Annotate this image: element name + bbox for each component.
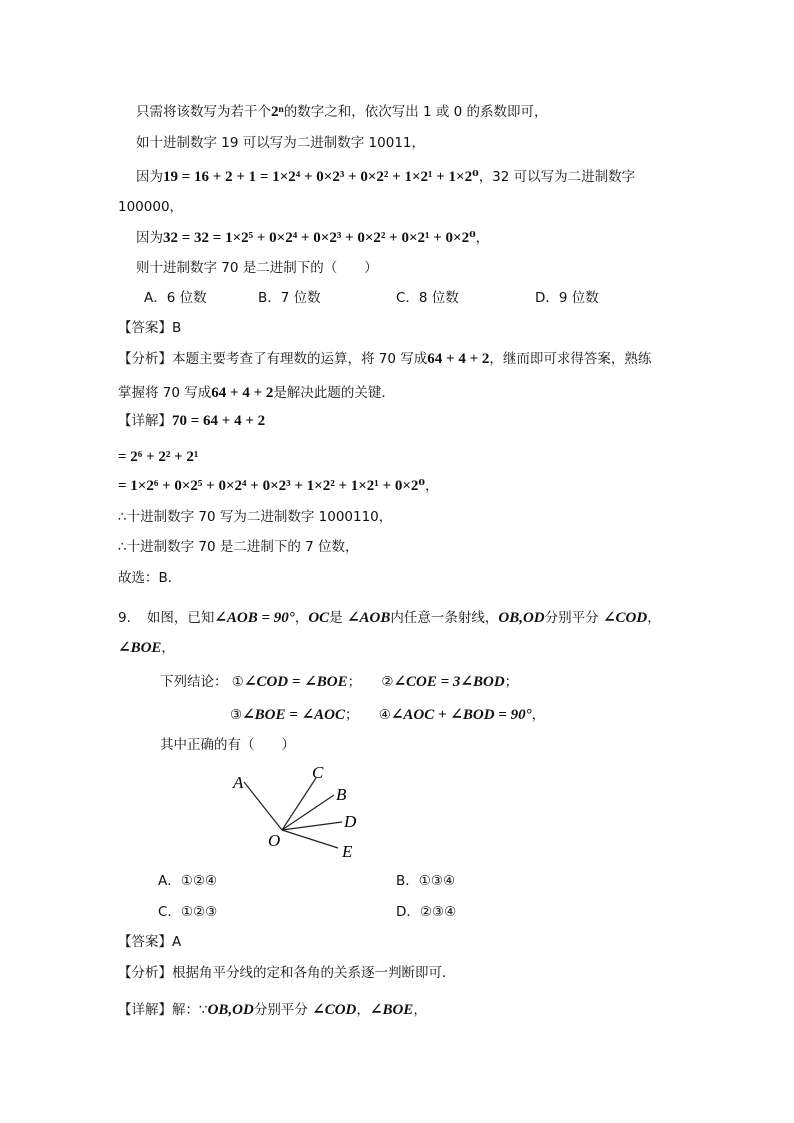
math-expression: ∠BOE bbox=[369, 1002, 414, 1018]
text-segment: 只需将该数写为若干个 bbox=[136, 104, 271, 120]
text-segment: 如十进制数字 19 可以写为二进制数字 10011， bbox=[136, 135, 425, 151]
text-segment: 【详解】 bbox=[118, 413, 172, 429]
text-line bbox=[396, 871, 455, 891]
text-segment: 因为 bbox=[136, 230, 163, 246]
text-line bbox=[144, 288, 207, 308]
text-segment: B．7 位数 bbox=[258, 290, 321, 306]
math-expression: ∠AOB = 90° bbox=[214, 610, 295, 626]
math-expression: = 2⁶ + 2² + 2¹ bbox=[118, 449, 199, 465]
text-segment: ， bbox=[161, 640, 175, 656]
text-segment: ， bbox=[531, 707, 546, 723]
text-segment: ， bbox=[413, 1002, 427, 1018]
text-line bbox=[118, 447, 198, 467]
text-segment: C．8 位数 bbox=[396, 290, 459, 306]
text-line bbox=[118, 197, 183, 217]
text-line bbox=[118, 411, 265, 431]
text-segment: ， bbox=[294, 610, 309, 626]
math-expression: ∠COD bbox=[312, 1002, 357, 1018]
text-segment: 9． 如图，已知 bbox=[118, 610, 215, 626]
math-expression: OB,OD bbox=[207, 1002, 254, 1018]
text-segment: ， bbox=[356, 1002, 370, 1018]
text-segment: ∴十进制数字 70 写为二进制数字 1000110， bbox=[118, 509, 393, 525]
angle-figure bbox=[220, 760, 370, 870]
text-line bbox=[396, 902, 456, 922]
math-expression: = 1×2⁶ + 0×2⁵ + 0×2⁴ + 0×2³ + 1×2² + 1×2¹ + 0×2⁰ bbox=[118, 478, 425, 494]
math-expression: ∠COE = 3∠BOD bbox=[393, 674, 505, 690]
math-expression: 64 + 4 + 2 bbox=[427, 351, 490, 367]
text-segment: 下列结论： ① bbox=[160, 674, 244, 690]
text-segment: C．①②③ bbox=[158, 904, 218, 920]
text-segment: ③ bbox=[230, 707, 243, 723]
text-line bbox=[158, 871, 217, 891]
text-line bbox=[136, 258, 378, 278]
math-expression: 64 + 4 + 2 bbox=[211, 385, 274, 401]
text-segment: 的数字之和，依次写出 1 或 0 的系数即可， bbox=[283, 104, 548, 120]
text-segment: ； ④ bbox=[344, 707, 391, 723]
text-line bbox=[118, 383, 395, 403]
ray-oa bbox=[244, 782, 282, 830]
text-segment: 内任意一条射线， bbox=[390, 610, 499, 626]
text-segment: D．9 位数 bbox=[535, 290, 599, 306]
math-expression: ∠AOC + ∠BOD = 90° bbox=[390, 707, 532, 723]
text-segment: 是解决此题的关键． bbox=[273, 385, 395, 401]
text-line bbox=[136, 133, 425, 153]
label-c: C bbox=[312, 763, 324, 782]
math-expression: OC bbox=[308, 610, 330, 626]
text-segment: 100000， bbox=[118, 199, 184, 215]
text-line bbox=[118, 608, 661, 628]
text-segment: A．6 位数 bbox=[144, 290, 207, 306]
text-segment: 分别平分 bbox=[253, 1002, 313, 1018]
text-line bbox=[118, 1000, 427, 1020]
text-segment: ， bbox=[424, 478, 439, 494]
text-segment: B．①③④ bbox=[396, 873, 456, 889]
text-segment: ； bbox=[504, 674, 519, 690]
text-line bbox=[136, 167, 635, 187]
text-segment: ； ② bbox=[347, 674, 394, 690]
math-expression: ∠BOE = ∠AOC bbox=[242, 707, 345, 723]
ray-ob bbox=[282, 795, 334, 830]
label-a: A bbox=[233, 773, 244, 792]
math-expression: ∠BOE bbox=[118, 640, 162, 656]
math-expression: ∠AOB bbox=[346, 610, 391, 626]
text-segment: 【分析】根据角平分线的定和各角的关系逐一判断即可． bbox=[118, 965, 456, 981]
text-line bbox=[118, 507, 392, 527]
math-expression: ∠COD = ∠BOE bbox=[243, 674, 348, 690]
text-segment: D．②③④ bbox=[396, 904, 457, 920]
ray-od bbox=[282, 822, 342, 830]
text-line bbox=[535, 288, 599, 308]
math-expression: 2ⁿ bbox=[271, 104, 284, 120]
label-b: B bbox=[336, 785, 347, 804]
text-segment: ，32 可以写为二进制数字 bbox=[478, 169, 636, 185]
text-segment: 【答案】B bbox=[118, 320, 182, 336]
text-segment: 【答案】A bbox=[118, 934, 182, 950]
text-line bbox=[118, 932, 181, 952]
math-expression: 19 = 16 + 2 + 1 = 1×2⁴ + 0×2³ + 0×2² + 1×2¹ + 1×2⁰ bbox=[163, 169, 479, 185]
text-line bbox=[158, 902, 217, 922]
text-segment: ， bbox=[475, 230, 490, 246]
text-line bbox=[118, 318, 181, 338]
text-segment: ∴十进制数字 70 是二进制下的 7 位数， bbox=[118, 539, 359, 555]
text-segment: 因为 bbox=[136, 169, 163, 185]
text-line bbox=[396, 288, 459, 308]
label-e: E bbox=[342, 842, 353, 861]
text-line bbox=[118, 349, 651, 369]
text-line bbox=[118, 638, 175, 658]
text-segment: 是 bbox=[329, 610, 347, 626]
text-segment: ， bbox=[647, 610, 661, 626]
text-segment: 【详解】解：∵ bbox=[118, 1002, 208, 1018]
text-line bbox=[160, 672, 518, 692]
text-line bbox=[118, 963, 456, 983]
math-expression: ∠COD bbox=[602, 610, 648, 626]
text-line bbox=[118, 476, 438, 496]
text-segment: A．①②④ bbox=[158, 873, 218, 889]
text-segment: ，继而即可求得答案，熟练 bbox=[489, 351, 652, 367]
math-expression: 70 = 64 + 4 + 2 bbox=[172, 413, 266, 429]
ray-oe bbox=[282, 830, 338, 848]
text-line bbox=[258, 288, 321, 308]
text-line bbox=[230, 705, 545, 725]
text-segment: 掌握将 70 写成 bbox=[118, 385, 212, 401]
text-segment: 【分析】本题主要考查了有理数的运算，将 70 写成 bbox=[118, 351, 428, 367]
math-expression: 32 = 32 = 1×2⁵ + 0×2⁴ + 0×2³ + 0×2² + 0×2¹ + 0×2⁰ bbox=[163, 230, 476, 246]
text-segment: 则十进制数字 70 是二进制下的（ ） bbox=[136, 260, 378, 276]
text-line bbox=[136, 102, 548, 122]
text-line bbox=[136, 228, 489, 248]
text-line bbox=[118, 537, 359, 557]
math-expression: OB,OD bbox=[498, 610, 545, 626]
label-o: O bbox=[268, 831, 281, 850]
text-line bbox=[118, 568, 181, 588]
text-segment: 故选：B． bbox=[118, 570, 182, 586]
text-segment: 其中正确的有（ ） bbox=[160, 737, 295, 753]
text-line bbox=[160, 735, 295, 755]
ray-oc bbox=[282, 778, 316, 830]
text-segment: 分别平分 bbox=[544, 610, 603, 626]
label-d: D bbox=[344, 812, 357, 831]
